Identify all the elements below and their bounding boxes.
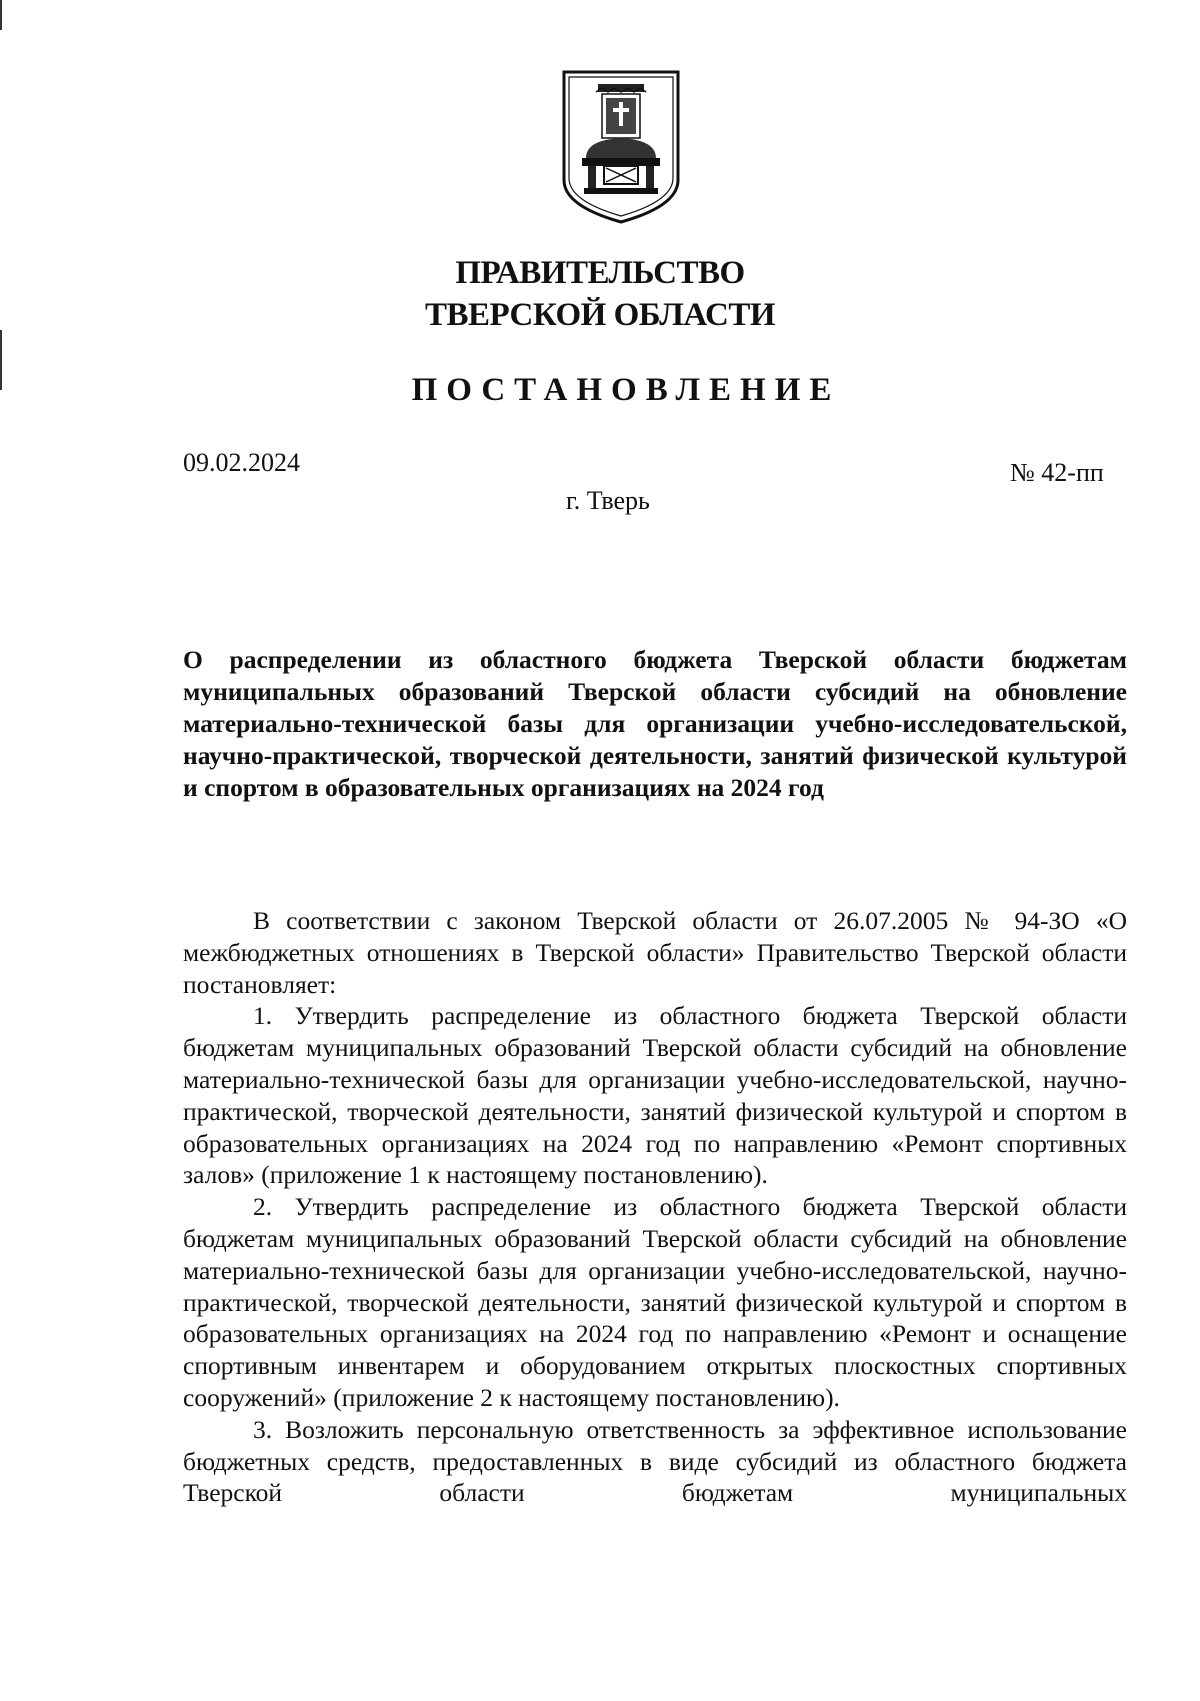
document-subject: О распределении из областного бюджета Тверской области бюджетам муниципальных образований Тверской области субсидий на обновление материально-технической базы для организации учебно-исследовательской, научно-практической, творческой деятельности, занятий физической культурой и спортом в образовательных организациях на 2024 год <box>183 645 1127 802</box>
government-title-line2: ТВЕРСКОЙ ОБЛАСТИ <box>424 297 776 333</box>
tver-coat-of-arms-icon <box>558 68 684 226</box>
document-number: № 42-пп <box>1010 458 1104 487</box>
item-1-paragraph: 1. Утвердить распределение из областного бюджета Тверской области бюджетам муниципальных образований Тверской области субсидий на обновление материально-технической базы для организации учебно-исследовательской, научно-практической, творческой деятельности, занятий физической культурой и спортом в образовательных организациях на 2024 год по направлению «Ремонт спортивных залов» (приложение 1 к настоящему постановлению). <box>183 1001 1127 1190</box>
government-title <box>0 252 1200 336</box>
government-title-line1: ПРАВИТЕЛЬСТВО <box>455 255 745 291</box>
document-type-title: ПОСТАНОВЛЕНИЕ <box>411 372 841 408</box>
document-body <box>183 905 1127 1509</box>
item-3-paragraph: 3. Возложить персональную ответственность за эффективное использование бюджетных средств, предоставленных в виде субсидий из областного бюджета Тверской области бюджетам муниципальных <box>183 1414 1127 1508</box>
scan-edge-mark-top <box>0 0 2 30</box>
preamble-paragraph: В соответствии с законом Тверской области от 26.07.2005 № 94-ЗО «О межбюджетных отношениях в Тверской области» Правительство Тверской области постановляет: <box>183 906 1127 999</box>
document-city: г. Тверь <box>566 486 650 515</box>
item-2-paragraph: 2. Утвердить распределение из областного бюджета Тверской области бюджетам муниципальных образований Тверской области субсидий на обновление материально-технической базы для организации учебно-исследовательской, научно-практической, творческой деятельности, занятий физической культурой и спортом в образовательных организациях на 2024 год по направлению «Ремонт и оснащение спортивным инвентарем и оборудованием открытых плоскостных спортивных сооружений» (приложение 2 к настоящему постановлению). <box>183 1192 1127 1412</box>
document-date: 09.02.2024 <box>183 448 300 477</box>
